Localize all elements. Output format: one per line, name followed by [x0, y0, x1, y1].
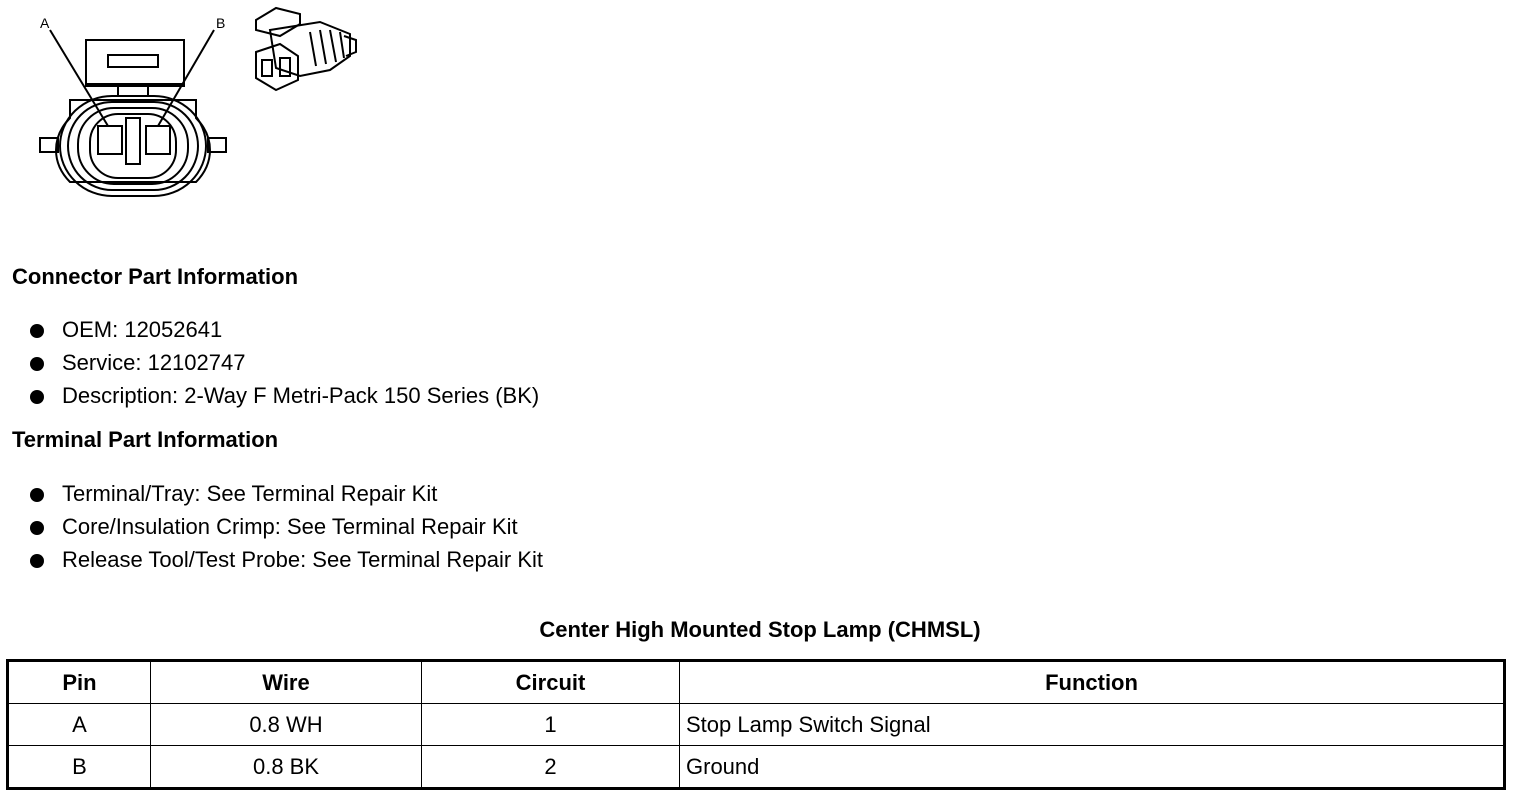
- list-item: [28, 316, 539, 349]
- cell-wire: 0.8 WH: [151, 704, 422, 746]
- terminal-info-heading: Terminal Part Information: [12, 427, 279, 452]
- pin-a-label: A: [40, 15, 50, 31]
- terminal-cavity-a: [98, 126, 122, 154]
- list-item: [28, 349, 539, 382]
- terminal-cavity-b: [146, 126, 170, 154]
- latch-window: [108, 55, 158, 67]
- connector-isometric-sketch: [256, 8, 356, 90]
- bullet-icon: [30, 554, 44, 568]
- table-row: [8, 746, 1505, 789]
- list-item: [28, 546, 543, 579]
- connector-info-list: [28, 316, 539, 415]
- center-divider: [126, 118, 140, 164]
- list-item-text: Service: 12102747: [62, 350, 246, 375]
- cell-pin: B: [8, 746, 151, 789]
- leader-line-a: [50, 30, 108, 126]
- list-item-text: Release Tool/Test Probe: See Terminal Repair Kit: [62, 547, 543, 572]
- list-item-text: Description: 2-Way F Metri-Pack 150 Series (BK): [62, 383, 540, 408]
- bullet-icon: [30, 488, 44, 502]
- list-item: [28, 480, 543, 513]
- bullet-icon: [30, 324, 44, 338]
- leader-line-b: [158, 30, 214, 126]
- list-item: [28, 382, 539, 415]
- cell-function: Stop Lamp Switch Signal: [680, 704, 1505, 746]
- cell-circuit: 1: [422, 704, 680, 746]
- cell-function: Ground: [680, 746, 1505, 789]
- column-header-function: Function: [680, 661, 1505, 704]
- pin-table: [6, 659, 1506, 790]
- column-header-circuit: Circuit: [422, 661, 680, 704]
- connector-latch: [86, 40, 184, 86]
- pin-b-label: B: [216, 15, 226, 31]
- column-header-pin: Pin: [8, 661, 151, 704]
- pin-table-title: Center High Mounted Stop Lamp (CHMSL): [539, 617, 981, 642]
- cell-circuit: 2: [422, 746, 680, 789]
- list-item-text: OEM: 12052641: [62, 317, 223, 342]
- list-item: [28, 513, 543, 546]
- table-row: [8, 704, 1505, 746]
- connector-diagram: [0, 0, 380, 210]
- list-item-text: Terminal/Tray: See Terminal Repair Kit: [62, 481, 438, 506]
- connector-info-heading: Connector Part Information: [12, 264, 299, 289]
- bullet-icon: [30, 521, 44, 535]
- cell-wire: 0.8 BK: [151, 746, 422, 789]
- table-header-row: [8, 661, 1505, 704]
- bullet-icon: [30, 357, 44, 371]
- cell-pin: A: [8, 704, 151, 746]
- list-item-text: Core/Insulation Crimp: See Terminal Repair Kit: [62, 514, 518, 539]
- column-header-wire: Wire: [151, 661, 422, 704]
- cavity-outline: [90, 114, 176, 178]
- connector-body-outline: [56, 100, 210, 182]
- bullet-icon: [30, 390, 44, 404]
- terminal-info-list: [28, 480, 543, 579]
